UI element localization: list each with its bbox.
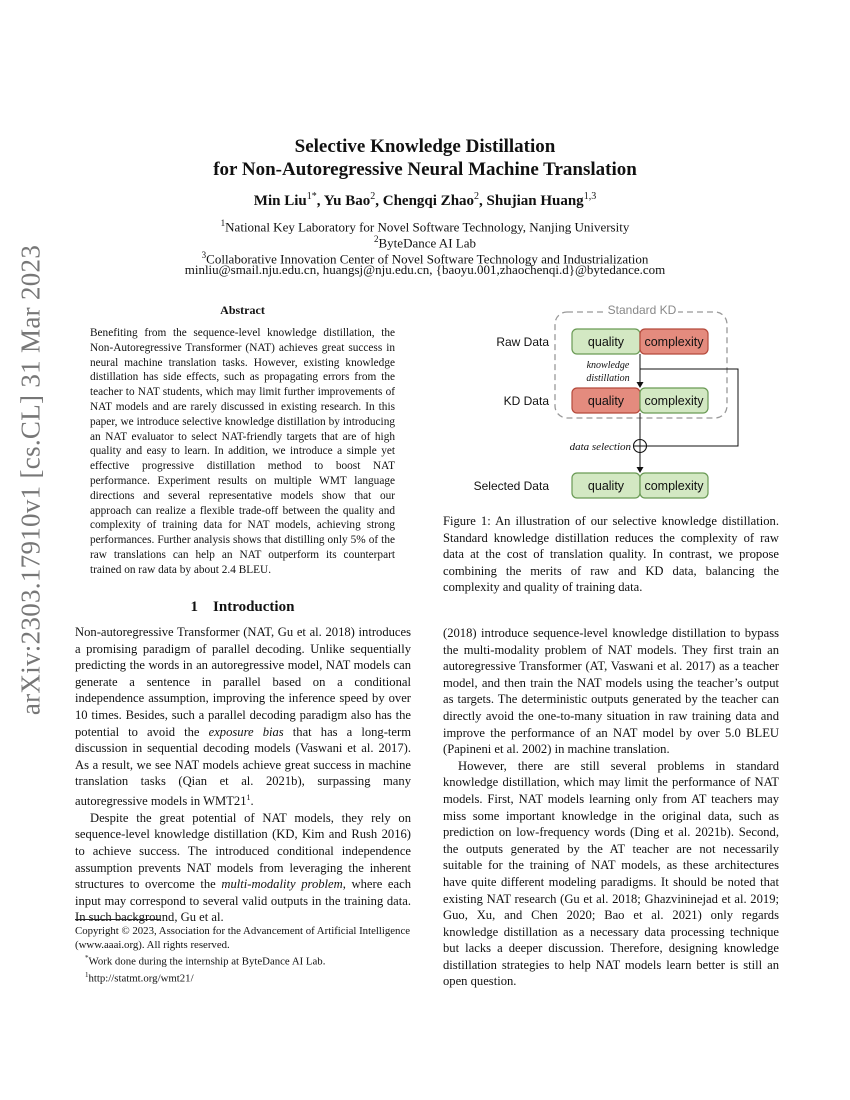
author-affil-sup: 2 [370, 191, 376, 202]
author-name: Min Liu [253, 193, 307, 209]
emphasis: multi-modality problem [221, 877, 343, 892]
kd-label-line-1: knowledge [586, 360, 630, 371]
footnote-1 [75, 969, 411, 986]
paper-title-line-1: Selective Knowledge Distillation [294, 136, 556, 157]
author-list [0, 191, 850, 210]
paragraph: However, there are still several problems in standard knowledge distillation, which may limit the performance of NAT models. First, NAT models learning only from AT teachers may miss some important knowledge in the original data, such as prediction on low-frequency words (Ding et al. 2021b). Second, the outputs generated by the AT teacher are not necessarily suitable for the training of NAT models, as these architectures have quite different modeling paradigms. It should be noted that existing NAT research (Gu et al. 2018; Ghazvininejad et al. 2019; Guo, Xu, and Chen 2020; Bao et al. 2021) only regards knowledge distillation as a necessary data processing technique but lacks a deeper discussion. Therefore, designing knowledge distillation strategies to help NAT models learn better is still an open question. [443, 758, 779, 989]
author-emails: minliu@smail.nju.edu.cn, huangsj@nju.edu.cn, {baoyu.001,zhaochenqi.d}@bytedance.com [184, 262, 666, 277]
footnote-ref[interactable]: 1 [246, 792, 251, 802]
raw-quality-label: quality [587, 335, 625, 349]
footnote-mark: 1 [85, 971, 89, 980]
paragraph [75, 810, 411, 926]
author-affil-sup: 2 [474, 191, 480, 202]
text-run: Non-autoregressive Transformer (NAT, Gu et al. 2018) introduces a promising paradigm of parallel decoding. Unlike sequentially predicting the words in an autoregressive model, NAT models can generate a sentence in parallel based on a conditional independence assumption, improving the inference speed by over 10 times. Besides, such a parallel decoding paradigm also has the potential to avoid the [75, 625, 411, 739]
author-affil-sup: 1* [306, 191, 317, 202]
kd-complexity-label: complexity [644, 394, 704, 408]
intro-left-column [75, 624, 411, 926]
affiliation-sup: 1 [220, 218, 226, 228]
paper-title-line-2: for Non-Autoregressive Neural Machine Translation [213, 159, 637, 180]
author-affil-sup: 1,3 [583, 191, 597, 202]
footnote-text: Work done during the internship at ByteDance AI Lab. [88, 955, 326, 968]
footnote-rule [75, 919, 160, 920]
text-run: Despite the great potential of NAT models, they rely on sequence-level knowledge distillation (KD, Kim and Rush 2016) to achieve success. The introduced conditional independence assumption prevents NAT models from leveraging the inherent structures to overcome the [75, 810, 411, 892]
abstract-text: Benefiting from the sequence-level knowledge distillation, the Non-Autoregressive Transformer (NAT) achieves great success in neural machine translation tasks. However, existing knowledge distillation has side effects, such as propagating errors from the teacher to NAT students, which may limit further improvements of NAT models and are rarely discussed in existing research. In this paper, we introduce selective knowledge distillation by introducing an NAT evaluator to select NAT-friendly targets that are of high quality and easy to learn. In addition, we introduce a simple yet effective progressive distillation method to boost NAT performance. Experiment results on multiple WMT language directions and several representative models show that our approach can realize a flexible trade-off between the quality and complexity of training data for NAT models, achieving strong performances. Further analysis shows that distilling only 5% of the raw translations can help an NAT outperform its counterpart trained on raw data by about 2.4 BLEU. [90, 327, 395, 576]
row-label-selected-data: Selected Data [473, 479, 549, 493]
author-name: Yu Bao [323, 193, 371, 209]
author-sep: , [316, 193, 324, 209]
affiliation-sup: 2 [374, 234, 379, 244]
selected-complexity-label: complexity [644, 479, 704, 493]
kd-quality-label: quality [587, 394, 625, 408]
copyright-notice: Copyright © 2023, Association for the Advancement of Artificial Intelligence (www.aaai.org). All rights reserved. [75, 925, 411, 951]
abstract-heading: Abstract [220, 303, 265, 317]
affiliation-sup: 3 [201, 250, 207, 260]
author-sep: , [479, 193, 487, 209]
footnote-mark: * [85, 954, 89, 962]
paragraph: (2018) introduce sequence-level knowledge distillation to bypass the multi-modality problem of NAT models. They first train an autoregressive Transformer (AT, Vaswani et al. 2017) as a teacher model, and then train the NAT models using the teacher’s output as targets. The deterministic outputs generated by the teacher can directly avoid the one-to-many situation in raw training data and improve the performance of an NAT model by over 5.0 BLEU (Papineni et al. 2002) in machine translation. [443, 626, 779, 757]
figure-1-caption: Figure 1: An illustration of our selective knowledge distillation. Standard knowledge distillation reduces the complexity of raw data at the cost of translation quality. In contrast, we propose combining the merits of raw and KD data, balancing the complexity and quality of training data. [443, 514, 779, 595]
data-selection-label: data selection [569, 441, 631, 453]
intro-right-column [443, 625, 779, 990]
raw-complexity-label: complexity [644, 335, 704, 349]
section-heading [75, 599, 410, 616]
affiliation-text: National Key Laboratory for Novel Software Technology, Nanjing University [225, 219, 630, 235]
author-name: Shujian Huang [486, 193, 584, 209]
paragraph [75, 624, 411, 810]
row-label-kd-data: KD Data [503, 394, 549, 408]
selection-arrow-head [637, 467, 644, 473]
footnote-link[interactable]: http://statmt.org/wmt21/ [88, 972, 194, 985]
selected-quality-label: quality [587, 479, 625, 493]
kd-arrow-head [637, 382, 644, 388]
section-number: 1 [190, 599, 199, 615]
arxiv-stamp-text: arXiv:2303.17910v1 [cs.CL] 31 Mar 2023 [15, 244, 46, 716]
kd-label-line-2: distillation [586, 373, 630, 384]
affiliation-text: ByteDance AI Lab [378, 235, 476, 251]
author-name: Chengqi Zhao [382, 193, 475, 209]
author-sep: , [375, 193, 383, 209]
arxiv-stamp [10, 244, 52, 716]
section-title: Introduction [213, 599, 295, 615]
emphasis: exposure bias [208, 724, 284, 739]
standard-kd-title: Standard KD [607, 303, 677, 317]
affiliation-text: Collaborative Innovation Center of Novel Software Technology and Industrialization [206, 251, 649, 267]
footnote-star [75, 952, 411, 969]
footnotes [75, 925, 411, 986]
row-label-raw-data: Raw Data [496, 335, 549, 349]
text-run: that has a long-term discussion in sequential decoding models (Vaswani et al. 2017). As a result, we see NAT models achieve great success in machine translation tasks (Qian et al. 2021b), surpassing many autoregressive models in WMT21 [75, 724, 411, 809]
figure-diagram [443, 296, 778, 511]
text-run: , where each input may correspond to several valid outputs in the training data. In such background, Gu et al. [75, 877, 411, 925]
figure-1 [443, 296, 778, 511]
text-run: . [250, 794, 254, 809]
